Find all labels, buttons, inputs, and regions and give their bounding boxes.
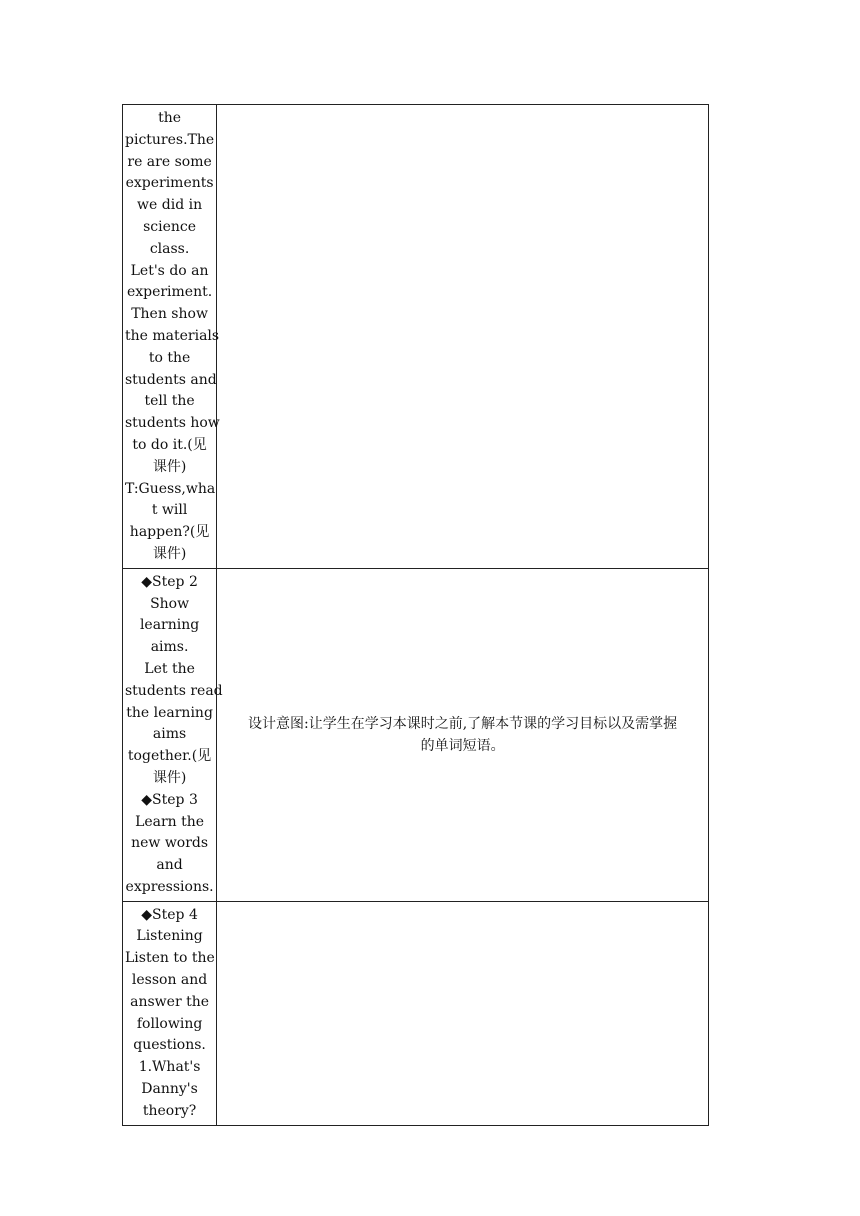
procedure-line: 课件) <box>152 769 187 786</box>
procedure-line: the <box>158 110 182 126</box>
procedure-cell <box>123 568 223 901</box>
procedure-line: ◆Step 3 <box>141 791 198 808</box>
procedure-line: the materials <box>125 327 220 344</box>
procedure-line: re are some <box>127 153 212 170</box>
procedure-line: Learn the <box>135 813 205 830</box>
procedure-line: theory? <box>142 1102 197 1119</box>
procedure-line: the learning <box>126 704 213 721</box>
procedure-line: class. <box>149 240 190 257</box>
procedure-line: students and <box>125 371 217 388</box>
design-intent-cell <box>217 568 709 901</box>
design-intent-cell <box>217 901 709 1125</box>
procedure-line: happen?(见 <box>129 524 210 541</box>
procedure-line: lesson and <box>131 972 208 989</box>
procedure-line: t will <box>151 502 188 519</box>
procedure-line: Let the <box>144 660 195 677</box>
procedure-line: T:Guess,wha <box>125 480 216 497</box>
procedure-line: we did in <box>137 197 203 214</box>
lesson-plan-table <box>122 104 709 1126</box>
procedure-line: Let's do an <box>130 262 209 279</box>
procedure-line: ◆Step 2 <box>141 573 198 590</box>
procedure-line: aims. <box>150 639 189 656</box>
procedure-line: to do it.(见 <box>132 436 207 453</box>
procedure-line: together.(见 <box>127 748 212 765</box>
procedure-line: experiments <box>125 175 214 192</box>
procedure-line: students read <box>125 682 223 699</box>
procedure-line: expressions. <box>125 878 214 895</box>
procedure-line: questions. <box>133 1037 206 1054</box>
design-intent-cell <box>217 105 709 569</box>
procedure-line: new words <box>131 835 209 852</box>
procedure-line: ◆Step 4 <box>141 906 198 923</box>
procedure-line: to the <box>148 349 191 366</box>
procedure-line: science <box>143 218 197 235</box>
procedure-line: students how <box>125 415 220 432</box>
procedure-line: tell the <box>144 393 195 410</box>
procedure-cell <box>123 105 220 569</box>
procedure-line: aims <box>152 726 187 743</box>
procedure-line: experiment. <box>126 284 213 301</box>
design-intent-line: 的单词短语。 <box>420 737 505 754</box>
procedure-line: pictures.The <box>125 131 215 148</box>
procedure-line: Show <box>150 595 190 612</box>
procedure-line: following <box>136 1015 203 1032</box>
procedure-line: learning <box>139 617 200 634</box>
procedure-line: Then show <box>131 306 208 323</box>
table-row <box>123 901 709 1125</box>
procedure-line: Listening <box>136 928 203 945</box>
procedure-cell <box>123 901 217 1125</box>
procedure-line: Listen to the <box>125 950 215 967</box>
procedure-line: Danny's <box>141 1081 198 1098</box>
procedure-line: and <box>156 857 183 874</box>
procedure-line: 课件) <box>152 545 187 562</box>
procedure-line: answer the <box>130 993 210 1010</box>
table-row <box>123 568 709 901</box>
table-row <box>123 105 709 569</box>
procedure-line: 1.What's <box>138 1059 201 1076</box>
procedure-line: 课件) <box>152 458 187 475</box>
design-intent-line: 设计意图:让学生在学习本课时之前,了解本节课的学习目标以及需掌握 <box>247 715 678 732</box>
